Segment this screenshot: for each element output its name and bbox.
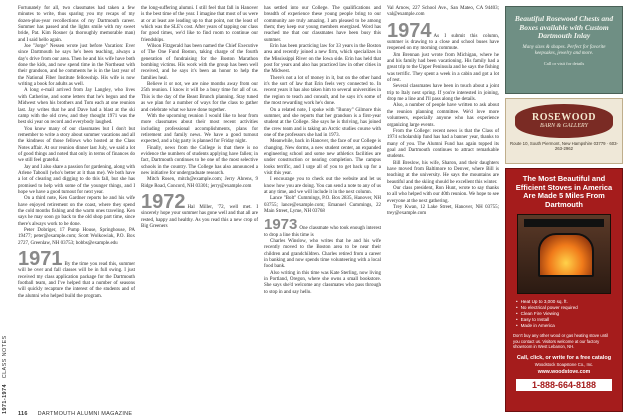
running-head-section: CLASS NOTES bbox=[2, 335, 8, 379]
wood-stove-image bbox=[517, 214, 611, 294]
column-1 bbox=[18, 6, 135, 300]
ad-address: Route 10, South Piermont, New Hampshire 03779 · 603-263-2962 bbox=[510, 141, 618, 152]
paragraph: Believe it or not, we are nine months away from our 25th reunion. I know it will be a busy time for all of us. This is the day of the Beast Brunch planning. Stay tuned as we plan for a number of ways for the class to gather and celebrate what we have done together. bbox=[141, 82, 258, 113]
paragraph: Charles Winslow, who writes that he and his wife recently moved to the Boston area to be near their children and grandchildren. Charles retired from a career in banking and now spends time volunteering with a local food bank. bbox=[264, 239, 381, 270]
class-1974-block bbox=[387, 19, 499, 53]
ad-phone-number[interactable]: 1-888-664-8188 bbox=[516, 379, 612, 391]
ad-call-to-action: Call, click, or write for a free catalog bbox=[516, 354, 612, 361]
page-number: 116 bbox=[18, 411, 28, 417]
paragraph: Several classmates have been in touch about a joint trip to Italy next spring. If you're interested in joining, drop me a line and I'll pass along the details. bbox=[387, 84, 499, 103]
class-contact: Trey Kwan, 12 Lake Street, Hanover, NH 03755; trey@example.com bbox=[387, 204, 499, 217]
logo-subname: BARN & GALLERY bbox=[540, 123, 588, 129]
rosewood-chests-ad[interactable] bbox=[505, 6, 623, 94]
paragraph: There's not a lot of money in it, but on the other hand it's the sort of law that Erin feels very connected to. In recent years it has also taken him to several universities in the region to teach and consult, and he says it's some of the most rewarding work he's done. bbox=[264, 75, 381, 107]
paragraph: Fortunately for all, two classmates had taken a few minutes to write, thus sparing you my recaps of my dozen-plus-year recollections of my Dartmouth career. Summer has passed and the lights smile with my sweet bride, Pat. Kim Rosner (a thoroughly memorable man) and I said hello again. bbox=[18, 6, 135, 43]
class-contact: Lance "Bolt" Cummings, P.O. Box 2835, Hanover, NH 03755; lance@example.com; Emanuel Cummings, 22 Main Street, Lyme, NH 03768 bbox=[264, 196, 381, 214]
paragraph: You know many of our classmates but I don't but remember to write a story about summer vacations and all the kindness of those fellows who hosted at the Class Notes affair. At our reunion dinner last July, we said a lot of good things and noted that only in terms of finances do we still feel grateful. bbox=[18, 126, 135, 164]
column-2 bbox=[141, 6, 258, 230]
paragraph: As I submit this column, summer is drawing to a close and school buses have reopened on my morning commute. bbox=[387, 33, 499, 52]
class-year-1974: 1974 bbox=[387, 19, 432, 42]
paragraph: One classmate who took enough interest to drop a line this time is bbox=[264, 226, 381, 238]
stove-fire-window bbox=[538, 233, 594, 277]
page-footer bbox=[18, 411, 132, 417]
paragraph: Wilson Fitzgerald has been named the Chief Executive of The One Fund Boston, taking charge of the fourth generation of fundraising for the Boston Marathon bombing victims. His work with the group has been well received, and he says it's been an honor to help the families heal. bbox=[141, 44, 258, 81]
ad-feature-list bbox=[506, 294, 622, 329]
paragraph: Bill Breslow, his wife, Sharon, and their daughters have moved from Baltimore to Denver, where Bill is teaching at the university. He says the mountains are beautiful and the skiing should be excellent this winter. bbox=[387, 160, 499, 185]
class-contact: Val Arnow, 227 School Ave., San Mateo, CA 94403; val@example.com bbox=[387, 6, 499, 18]
paragraph: Finally, news from the College is that there is no evidence the numbers of students applying have fallen; in fact, Dartmouth continues to be one of the most selective schools in the country. The College has also announced a new initiative for undergraduate research. bbox=[141, 145, 258, 176]
paragraph: the long-suffering alumni. I still feel that fall in Hanover is the best time of the year. I imagine that most of us were at or at least are leading up to that point, not the least of which was the SLE's cost. After years of tapping our class for good times, we'd like to find room to continue our friendships. bbox=[141, 6, 258, 43]
paragraph: Joe "Jorge" Nessen wrote just before Vacation: Ever since Dartmouth he says he's been teaching, always a day's drive from our area. Then he and his wife have both done the kids, and now spend time in the Northeast with their grandson, and he comments he is in the last year of the National Fiber Institute fellowship. His wife is now writing a book for adults as well. bbox=[18, 44, 135, 88]
ad-feature: • Clean Fire Viewing bbox=[516, 311, 614, 317]
woodstock-stove-ad[interactable] bbox=[505, 168, 623, 412]
ad-column bbox=[505, 6, 623, 412]
class-1972-block bbox=[141, 190, 258, 230]
running-head-year: 1971-1974 bbox=[2, 384, 8, 414]
paragraph: On a third note, Ken Gardner reports he and his wife have enjoyed retirement on the coast, where they spend the cold months fishing and the warm ones traveling. Ken says he may soon go back to the old shop part time, since there's always work to be done. bbox=[18, 196, 135, 227]
paragraph: From the College: recent news is that the Class of 1974 scholarship fund has had a banner year, thanks to many of you. The Alumni Fund has again topped its goal and Dartmouth continues to attract remarkable students. bbox=[387, 128, 499, 160]
paragraph: Also, a number of people have written to ask about the reunion planning committee. We'd love more volunteers, especially anyone who has experience organizing large events. bbox=[387, 103, 499, 128]
rosewood-logo bbox=[515, 104, 613, 138]
paragraph: By the time you read this, summer will be over and fall classes will be in full swing. I just received my class application package for the Dartmouth football team, and I've helped that a number of seasons will quickly recapture the interest of the students and of the alumni who helped build the program. bbox=[18, 262, 135, 299]
class-year-1971: 1971 bbox=[18, 248, 63, 271]
paragraph: Erin has been practicing law for 33 years in the Boston area and recently joined a new firm, which specializes in the Mississippi River on the Iowa side. Erin has held that post for years and also has practiced law in other cities in the Midwest. bbox=[264, 44, 381, 75]
paragraph: Meanwhile, back in Hanover, the face of our College is changing. New dorms, a new student center, an expanded engineering school and some new athletics facilities are under construction or nearing completion. The campus looks terrific, and I urge all of you to get back up for a visit this year. bbox=[264, 139, 381, 176]
class-1973-block bbox=[264, 218, 381, 239]
paragraph: On a related note, I spoke with "Bunny" Gilmore this summer, and she reports that her grandson is a first-year student at the College. She says he is thriving, has joined the crew team and is taking an Arctic studies course with one of the professors she had in 1973. bbox=[264, 107, 381, 138]
ad-tagline: Many sizes & shapes. Perfect for favorite keepsakes, jewelry and more. bbox=[522, 44, 606, 56]
ad-feature: • No electrical power required bbox=[516, 305, 614, 311]
ad-fine-print: Call or visit for details bbox=[543, 60, 585, 66]
paragraph: Hal Miller, '72, well met. I sincerely hope your summer has gone well and that all are rested, happy and healthy. As you read this a new crop of Big Greeners bbox=[141, 204, 258, 229]
running-head bbox=[2, 4, 14, 414]
ad-feature: • Easy to Install bbox=[516, 317, 614, 323]
rosewood-barn-ad[interactable] bbox=[505, 98, 623, 164]
class-year-1973: 1973 bbox=[264, 216, 298, 234]
paragraph: I encourage you to check out the website and let us know how you are doing. You can send a note to any of us at any time, and we will include it in the next column. bbox=[264, 177, 381, 195]
ad-feature: • Heat Up to 3,000 sq. ft. bbox=[516, 299, 614, 305]
stove-top bbox=[524, 219, 604, 227]
paragraph: Jim Brennan just wrote from Michigan, where he and his family had been vacationing. His family had a great trip to the Upper Peninsula and he says the fishing was terrific. They spent a week in a cabin and got a lot of rest. bbox=[387, 52, 499, 84]
class-1971-block bbox=[18, 250, 135, 300]
ad-feature: • Made in America bbox=[516, 323, 614, 329]
ad-company: Woodstock Soapstone Co., Inc. bbox=[534, 361, 594, 367]
ad-website-link[interactable]: www.woodstove.com bbox=[537, 369, 591, 376]
class-contact: Peter Dobriger, 17 Pump House, Springhouse, PA 19477; peter@example.com; Scott Wolkowiak, P.O. Box 2727, Greenlaw, NH 03753; bobbs@example.edu bbox=[18, 228, 135, 246]
paragraph: has settled into our College. The qualifications and breadth of experience these young people bring to our community are truly amazing. I am pleased to be among them; they keep our young members energized. Word has reached me that our classmates have been busy this summer. bbox=[264, 6, 381, 43]
ad-headline: The Most Beautiful and Efficient Stoves in America Are Made 5 Miles From Dartmouth bbox=[515, 174, 613, 209]
ad-headline: Beautiful Rosewood Chests and Boxes available with Custom Dartmouth Inlay bbox=[514, 14, 614, 40]
class-year-1972: 1972 bbox=[141, 190, 186, 213]
paragraph: Our class president, Ron Hunt, wrote to say thanks to all who helped with our 40th reunion. We hope to see everyone at the next gathering. bbox=[387, 185, 499, 204]
logo-name: ROSEWOOD bbox=[531, 112, 596, 123]
column-3 bbox=[264, 6, 381, 296]
column-4 bbox=[387, 6, 499, 218]
ad-fine-print: Don't buy any other wood or gas heating stove until you contact us. Visitors welcome at our factory showroom in West Lebanon, NH. bbox=[513, 333, 609, 349]
paragraph: A long e-mail arrived from Jay Langley, who lives with Catherine, and some letters that he's begun and the Midwest when his brothers and Tom each at one reunion last. Jay writes that he and Dave had a blast at the ski camp with the old crew, and they thought 1971 was the best ski year on record and everybody laughed. bbox=[18, 88, 135, 126]
paragraph: Jay and I also share a passion for gardening, along with Arlene Taboull (who's better at it than me). We both have a lot of clearing and digging to do this fall, but she has promised to help with some of the younger things, and I hope we have a good turnout for next year. bbox=[18, 164, 135, 195]
paragraph: With the upcoming reunion I would like to hear from more classmates about their most recent activities including professional accomplishments, plans for retirement and family news. We have a good turnout expected, and a big party is planned for Friday night. bbox=[141, 113, 258, 145]
publication-name: DARTMOUTH ALUMNI MAGAZINE bbox=[37, 411, 133, 417]
paragraph: Also writing in this time was Kate Sterling, now living in Portland, Oregon, where she owns a small bookstore. She says she'd welcome any classmates who pass through to stop in and say hello. bbox=[264, 270, 381, 295]
class-contact: Mitch Rosen, mitch@example.com; Jerry Ahrens, 9 Ridge Road, Concord, NH 03301; jerry@example.com bbox=[141, 177, 258, 189]
